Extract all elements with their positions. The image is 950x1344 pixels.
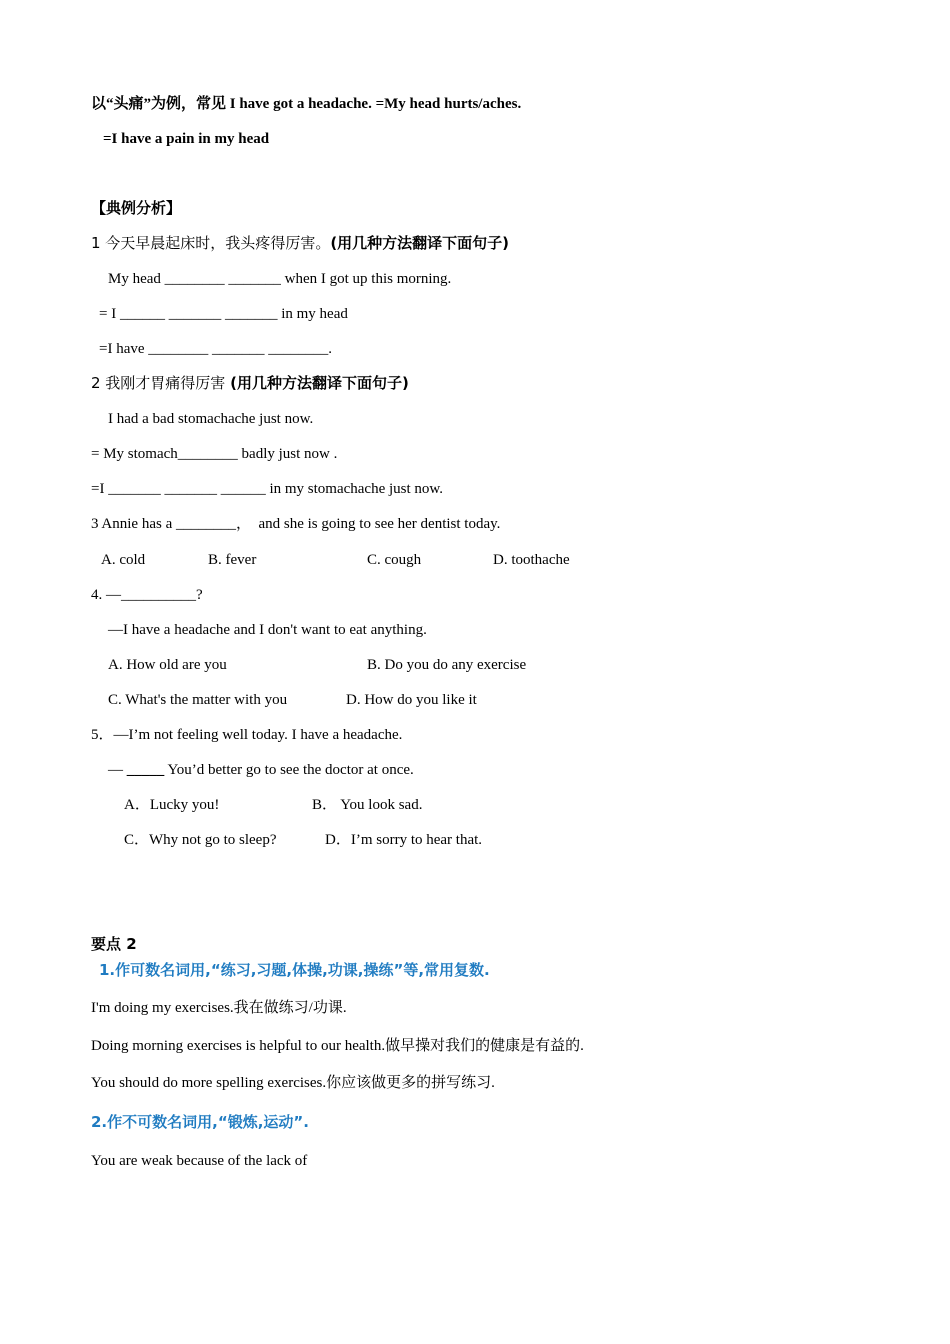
- intro-line-2: =I have a pain in my head: [103, 131, 270, 147]
- q2-line-c: =I _______ _______ ______ in my stomachache just now.: [91, 481, 444, 497]
- q4-option-b: B. Do you do any exercise: [367, 657, 527, 673]
- point2-heading-2: 2.作不可数名词用,“锻炼,运动”.: [91, 1113, 309, 1131]
- q1-line-a: My head ________ _______ when I got up this morning.: [108, 271, 452, 287]
- q2-line-a: I had a bad stomachache just now.: [108, 411, 314, 427]
- q3-option-d: D. toothache: [493, 552, 570, 568]
- q3-option-a: A. cold: [101, 552, 146, 568]
- q5-reply-blank: _____: [126, 762, 165, 778]
- section-title: 【典例分析】: [91, 199, 182, 217]
- q3-option-b: B. fever: [208, 552, 257, 568]
- q5-reply-dash: —: [108, 762, 127, 778]
- q5-reply-text: You’d better go to see the doctor at once.: [164, 762, 414, 778]
- q4-option-d: D. How do you like it: [346, 692, 477, 708]
- q5-option-a: A．Lucky you!: [124, 797, 220, 813]
- q1-prompt: [91, 233, 509, 254]
- intro-line-1: 以“头痛”为例，常见 I have got a headache. =My head hurts/aches.: [91, 96, 522, 112]
- q4-option-a: A. How old are you: [108, 657, 227, 673]
- point2-example-2: Doing morning exercises is helpful to our health.做早操对我们的健康是有益的.: [91, 1038, 584, 1054]
- q5-prompt: 5．—I’m not feeling well today. I have a headache.: [91, 727, 403, 743]
- q5-reply: [108, 760, 414, 780]
- point2-example-3: You should do more spelling exercises.你应该做更多的拼写练习.: [91, 1075, 495, 1091]
- q2-line-b: = My stomach________ badly just now .: [91, 446, 338, 462]
- q5-option-b: B． You look sad.: [312, 797, 423, 813]
- point2-example-1: I'm doing my exercises.我在做练习/功课.: [91, 1000, 347, 1016]
- q4-prompt: 4. —__________?: [91, 587, 203, 603]
- q3-prompt: 3 Annie has a ________， and she is going to see her dentist today.: [91, 516, 501, 532]
- q2-prompt-text: 2 我刚才胃痛得厉害: [91, 374, 231, 392]
- q1-line-b: = I ______ _______ _______ in my head: [99, 306, 348, 322]
- q5-option-d: D．I’m sorry to hear that.: [325, 832, 483, 848]
- q2-prompt: [91, 373, 409, 394]
- q3-option-c: C. cough: [367, 552, 422, 568]
- point2-title: 要点 2: [91, 935, 137, 953]
- point2-heading-1: 1.作可数名词用,“练习,习题,体操,功课,操练”等,常用复数.: [99, 961, 490, 979]
- q1-line-c: =I have ________ _______ ________.: [99, 341, 333, 357]
- q5-option-c: C．Why not go to sleep?: [124, 832, 277, 848]
- q1-prompt-text: 1 今天早晨起床时，我头疼得厉害。: [91, 234, 331, 252]
- q4-option-c: C. What's the matter with you: [108, 692, 288, 708]
- q1-prompt-instruction: (用几种方法翻译下面句子): [330, 234, 510, 252]
- point2-last-line: You are weak because of the lack of: [91, 1153, 308, 1169]
- q4-answer: —I have a headache and I don't want to eat anything.: [108, 622, 427, 638]
- q2-prompt-instruction: (用几种方法翻译下面句子): [230, 374, 409, 392]
